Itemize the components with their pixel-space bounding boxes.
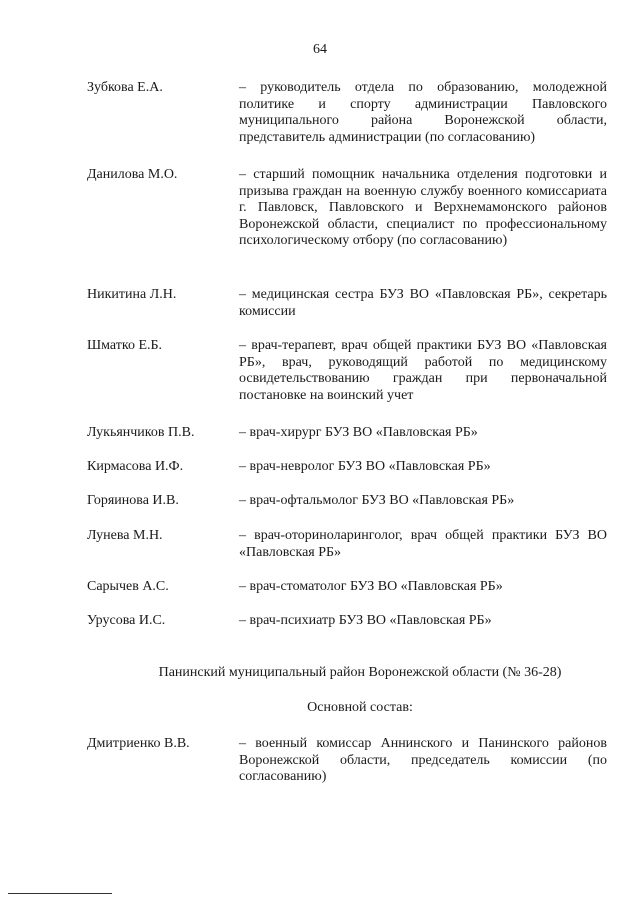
member-role: – врач-хирург БУЗ ВО «Павловская РБ» <box>239 425 478 440</box>
member-name: Горяинова И.В. <box>87 493 179 508</box>
section-title: Панинский муниципальный район Воронежской области (№ 36-28) <box>158 665 562 680</box>
member-name: Дмитриенко В.В. <box>87 736 190 751</box>
member-role: – медицинская сестра БУЗ ВО «Павловская РБ», секретарь комиссии <box>239 287 607 319</box>
member-name: Сарычев А.С. <box>87 579 169 594</box>
member-role: – врач-оториноларинголог, врач общей практики БУЗ ВО «Павловская РБ» <box>239 528 607 560</box>
footnote-rule <box>8 893 112 894</box>
member-name: Лукьянчиков П.В. <box>87 425 195 440</box>
member-role: – руководитель отдела по образованию, молодежной политике и спорту администрации Павловского муниципального района Воронежской области, представитель администрации (по согласованию) <box>239 80 607 145</box>
member-role: – врач-невролог БУЗ ВО «Павловская РБ» <box>239 459 491 474</box>
member-name: Данилова М.О. <box>87 167 178 182</box>
member-name: Лунева М.Н. <box>87 528 163 543</box>
member-role: – врач-стоматолог БУЗ ВО «Павловская РБ» <box>239 579 503 594</box>
member-role: – врач-офтальмолог БУЗ ВО «Павловская РБ» <box>239 493 515 508</box>
section-subtitle: Основной состав: <box>307 700 413 715</box>
member-name: Зубкова Е.А. <box>87 80 163 95</box>
member-role: – старший помощник начальника отделения подготовки и призыва граждан на военную службу военного комиссариата г. Павловск, Павловского и Верхнемамонского районов Воронежской области, специалист по профессиональному психологическому отбору (по согласованию) <box>239 167 607 248</box>
member-name: Урусова И.С. <box>87 613 166 628</box>
member-name: Кирмасова И.Ф. <box>87 459 184 474</box>
page-number: 64 <box>313 42 327 57</box>
member-role: – врач-психиатр БУЗ ВО «Павловская РБ» <box>239 613 492 628</box>
member-name: Шматко Е.Б. <box>87 338 163 353</box>
member-name: Никитина Л.Н. <box>87 287 177 302</box>
member-role: – врач-терапевт, врач общей практики БУЗ ВО «Павловская РБ», врач, руководящий работой по медицинскому освидетельствованию граждан при первоначальной постановке на воинский учет <box>239 338 607 403</box>
member-role: – военный комиссар Аннинского и Панинского районов Воронежской области, председатель комиссии (по согласованию) <box>239 736 607 784</box>
